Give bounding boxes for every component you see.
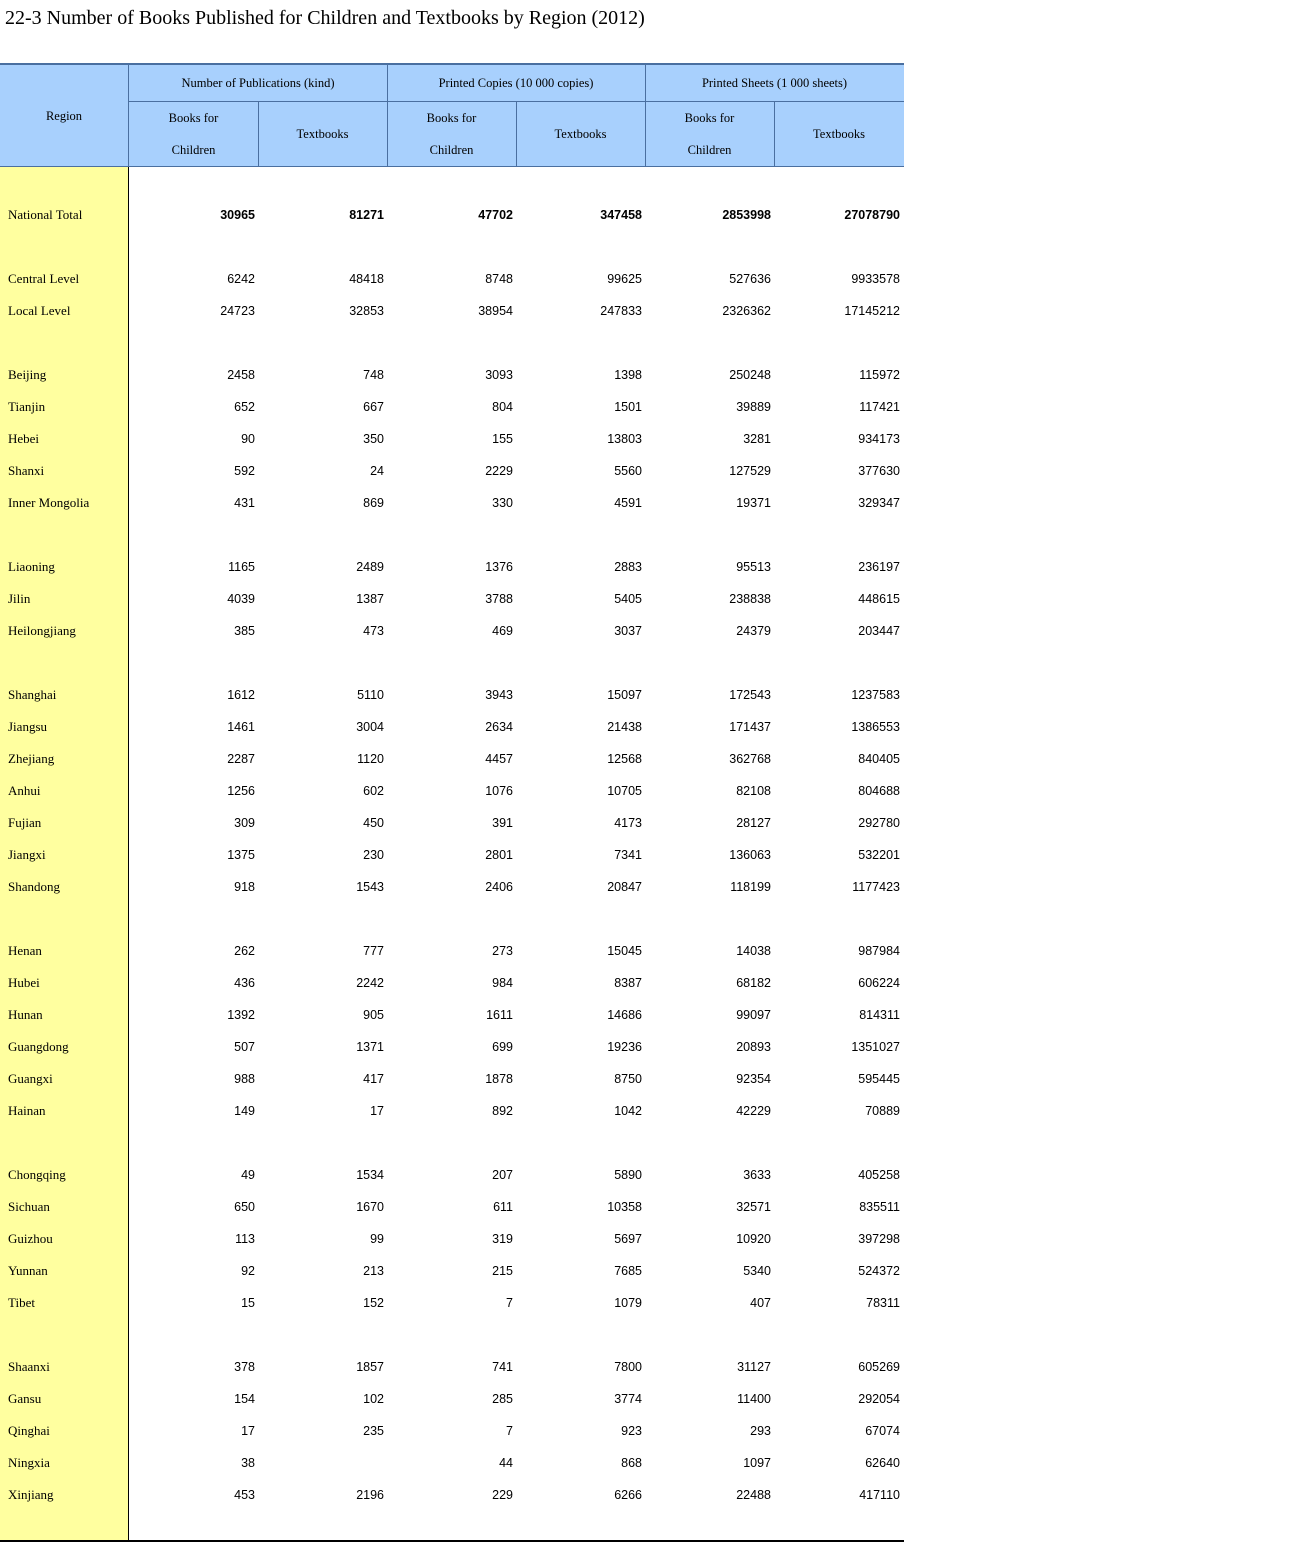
region-name: Central Level: [8, 271, 80, 286]
value-cell: 92354: [736, 1072, 771, 1086]
value-cell: 1386553: [851, 720, 900, 734]
table-row: [0, 839, 904, 871]
table-row: [0, 263, 904, 295]
region-name: Tianjin: [8, 399, 46, 414]
value-cell: 3281: [743, 432, 771, 446]
value-cell: 524372: [858, 1264, 900, 1278]
region-name: Shaanxi: [8, 1359, 50, 1374]
value-cell: 699: [492, 1040, 513, 1054]
value-cell: 49: [241, 1168, 255, 1182]
region-name: Sichuan: [8, 1199, 50, 1214]
table-row: [0, 775, 904, 807]
value-cell: 15: [241, 1296, 255, 1310]
value-cell: 417110: [859, 1488, 900, 1502]
value-cell: 391: [492, 816, 513, 830]
value-cell: 154: [234, 1392, 255, 1406]
table-row: [0, 743, 904, 775]
table-row: [0, 295, 904, 327]
value-cell: 38: [241, 1456, 255, 1470]
value-cell: 28127: [736, 816, 771, 830]
value-cell: 592: [234, 464, 255, 478]
table-header: [0, 63, 904, 167]
value-cell: 99097: [736, 1008, 771, 1022]
value-cell: 804688: [858, 784, 900, 798]
value-cell: 15045: [607, 944, 642, 958]
value-cell: 24379: [736, 624, 771, 638]
value-cell: 2287: [227, 752, 255, 766]
table-row: [0, 1351, 904, 1383]
region-name: Fujian: [8, 815, 42, 830]
value-cell: 285: [492, 1392, 513, 1406]
region-name: Tibet: [8, 1295, 35, 1310]
value-cell: 532201: [858, 848, 900, 862]
table-row: [0, 711, 904, 743]
value-cell: 19236: [607, 1040, 642, 1054]
subheader-line: Books for: [426, 111, 477, 125]
value-cell: 10920: [736, 1232, 771, 1246]
region-name: Guizhou: [8, 1231, 53, 1246]
table-row: [0, 1479, 904, 1511]
page-title: 22-3 Number of Books Published for Children and Textbooks by Region (2012): [5, 7, 645, 29]
value-cell: 8748: [485, 272, 513, 286]
value-cell: 3774: [614, 1392, 642, 1406]
value-cell: 3093: [485, 368, 513, 382]
value-cell: 207: [492, 1168, 513, 1182]
value-cell: 39889: [736, 400, 771, 414]
value-cell: 9933578: [851, 272, 900, 286]
value-cell: 450: [363, 816, 384, 830]
table-row: [0, 1191, 904, 1223]
value-cell: 48418: [349, 272, 384, 286]
value-cell: 868: [621, 1456, 642, 1470]
value-cell: 4039: [227, 592, 255, 606]
value-cell: 350: [363, 432, 384, 446]
subheader-line: Books for: [168, 111, 219, 125]
value-cell: 250248: [729, 368, 771, 382]
divider: [129, 101, 904, 102]
value-cell: 378: [234, 1360, 255, 1374]
region-name: Gansu: [8, 1391, 42, 1406]
region-name: Shanghai: [8, 687, 57, 702]
region-name: Chongqing: [8, 1167, 66, 1182]
value-cell: 17: [241, 1424, 255, 1438]
value-cell: 149: [234, 1104, 255, 1118]
region-name: Shandong: [8, 879, 60, 894]
table-row: [0, 1383, 904, 1415]
value-cell: 2634: [485, 720, 513, 734]
value-cell: 21438: [607, 720, 642, 734]
value-cell: 329347: [858, 496, 900, 510]
table-row: [0, 455, 904, 487]
value-cell: 987984: [858, 944, 900, 958]
region-name: Guangxi: [8, 1071, 53, 1086]
value-cell: 215: [492, 1264, 513, 1278]
value-cell: 2458: [227, 368, 255, 382]
subheader-line: Children: [687, 143, 732, 157]
value-cell: 99: [370, 1232, 384, 1246]
value-cell: 115972: [859, 368, 900, 382]
value-cell: 4173: [614, 816, 642, 830]
value-cell: 118199: [730, 880, 771, 894]
value-cell: 5697: [614, 1232, 642, 1246]
subheader-children-copies: [387, 102, 516, 166]
value-cell: 8750: [614, 1072, 642, 1086]
value-cell: 507: [234, 1040, 255, 1054]
subheader-line: Children: [429, 143, 474, 157]
value-cell: 804: [492, 400, 513, 414]
value-cell: 3004: [356, 720, 384, 734]
value-cell: 362768: [729, 752, 771, 766]
table-row: [0, 999, 904, 1031]
value-cell: 397298: [858, 1232, 900, 1246]
value-cell: 814311: [859, 1008, 900, 1022]
value-cell: 1375: [227, 848, 255, 862]
value-cell: 92: [241, 1264, 255, 1278]
value-cell: 70889: [865, 1104, 900, 1118]
value-cell: 4457: [485, 752, 513, 766]
value-cell: 44: [499, 1456, 513, 1470]
subheader-line: Children: [171, 143, 216, 157]
value-cell: 1042: [614, 1104, 642, 1118]
value-cell: 6242: [227, 272, 255, 286]
divider: [128, 65, 129, 167]
value-cell: 892: [492, 1104, 513, 1118]
value-cell: 38954: [478, 304, 513, 318]
value-cell: 68182: [736, 976, 771, 990]
value-cell: 984: [492, 976, 513, 990]
value-cell: 1177423: [852, 880, 900, 894]
divider: [258, 101, 259, 167]
region-name: Beijing: [8, 367, 47, 382]
value-cell: 2229: [485, 464, 513, 478]
value-cell: 230: [363, 848, 384, 862]
region-name: National Total: [8, 207, 83, 222]
divider: [774, 101, 775, 167]
value-cell: 95513: [736, 560, 771, 574]
value-cell: 1237583: [851, 688, 900, 702]
table-row: [0, 871, 904, 903]
value-cell: 203447: [858, 624, 900, 638]
subheader-line: Books for: [684, 111, 735, 125]
divider: [645, 65, 646, 167]
region-name: Henan: [8, 943, 42, 958]
table-row: [0, 551, 904, 583]
value-cell: 1351027: [851, 1040, 900, 1054]
value-cell: 309: [234, 816, 255, 830]
value-cell: 152: [363, 1296, 384, 1310]
table-row: [0, 615, 904, 647]
value-cell: 235: [363, 1424, 384, 1438]
value-cell: 3633: [743, 1168, 771, 1182]
value-cell: 1534: [356, 1168, 384, 1182]
value-cell: 99625: [607, 272, 642, 286]
value-cell: 30965: [220, 208, 255, 222]
value-cell: 652: [234, 400, 255, 414]
value-cell: 1611: [486, 1008, 513, 1022]
value-cell: 453: [234, 1488, 255, 1502]
value-cell: 12568: [607, 752, 642, 766]
region-name: Liaoning: [8, 559, 55, 574]
region-name: Hunan: [8, 1007, 43, 1022]
value-cell: 90: [241, 432, 255, 446]
value-cell: 5890: [614, 1168, 642, 1182]
value-cell: 238838: [729, 592, 771, 606]
value-cell: 2853998: [722, 208, 771, 222]
value-cell: 330: [492, 496, 513, 510]
value-cell: 20847: [607, 880, 642, 894]
table-row: [0, 1255, 904, 1287]
value-cell: 934173: [858, 432, 900, 446]
value-cell: 7341: [614, 848, 642, 862]
value-cell: 78311: [866, 1296, 900, 1310]
value-cell: 171437: [729, 720, 771, 734]
value-cell: 527636: [729, 272, 771, 286]
group-header-copies: Printed Copies (10 000 copies): [438, 76, 594, 90]
region-name: Jilin: [8, 591, 31, 606]
divider: [516, 101, 517, 167]
value-cell: 1543: [356, 880, 384, 894]
value-cell: 6266: [614, 1488, 642, 1502]
value-cell: 4591: [614, 496, 642, 510]
value-cell: 113: [235, 1232, 255, 1246]
value-cell: 3788: [485, 592, 513, 606]
value-cell: 5560: [614, 464, 642, 478]
value-cell: 448615: [858, 592, 900, 606]
region-name: Ningxia: [8, 1455, 50, 1470]
data-table: [0, 63, 904, 1542]
value-cell: 10358: [607, 1200, 642, 1214]
value-cell: 8387: [614, 976, 642, 990]
region-name: Shanxi: [8, 463, 45, 478]
group-header-publications: Number of Publications (kind): [181, 76, 335, 90]
value-cell: 918: [234, 880, 255, 894]
value-cell: 835511: [859, 1200, 900, 1214]
subheader-children-sheets: [645, 102, 774, 166]
table-row: [0, 1287, 904, 1319]
value-cell: 988: [234, 1072, 255, 1086]
value-cell: 407: [750, 1296, 771, 1310]
value-cell: 2406: [485, 880, 513, 894]
value-cell: 1256: [227, 784, 255, 798]
table-row: [0, 391, 904, 423]
value-cell: 7800: [614, 1360, 642, 1374]
table-row: [0, 935, 904, 967]
value-cell: 2242: [356, 976, 384, 990]
value-cell: 377630: [858, 464, 900, 478]
value-cell: 47702: [478, 208, 513, 222]
value-cell: 2883: [614, 560, 642, 574]
value-cell: 595445: [858, 1072, 900, 1086]
region-name: Inner Mongolia: [8, 495, 90, 510]
value-cell: 923: [621, 1424, 642, 1438]
region-name: Heilongjiang: [8, 623, 76, 638]
value-cell: 1376: [485, 560, 513, 574]
value-cell: 127529: [729, 464, 771, 478]
value-cell: 1371: [356, 1040, 384, 1054]
value-cell: 2326362: [722, 304, 771, 318]
value-cell: 273: [492, 944, 513, 958]
value-cell: 1670: [356, 1200, 384, 1214]
value-cell: 19371: [736, 496, 771, 510]
value-cell: 741: [492, 1360, 513, 1374]
divider: [387, 65, 388, 167]
value-cell: 62640: [865, 1456, 900, 1470]
value-cell: 1120: [357, 752, 384, 766]
table-row: [0, 1095, 904, 1127]
value-cell: 27078790: [844, 208, 900, 222]
value-cell: 13803: [607, 432, 642, 446]
table-row: [0, 807, 904, 839]
value-cell: 650: [234, 1200, 255, 1214]
region-name: Qinghai: [8, 1423, 50, 1438]
value-cell: 32571: [736, 1200, 771, 1214]
value-cell: 17145212: [844, 304, 900, 318]
value-cell: 1501: [614, 400, 642, 414]
value-cell: 213: [363, 1264, 384, 1278]
subheader-textbooks-copies: Textbooks: [554, 127, 607, 141]
table-row: [0, 679, 904, 711]
subheader-textbooks-publications: Textbooks: [296, 127, 349, 141]
value-cell: 155: [492, 432, 513, 446]
value-cell: 1079: [614, 1296, 642, 1310]
value-cell: 117421: [859, 400, 900, 414]
value-cell: 3037: [614, 624, 642, 638]
subheader-textbooks-sheets: Textbooks: [813, 127, 865, 141]
region-name: Yunnan: [8, 1263, 48, 1278]
value-cell: 469: [492, 624, 513, 638]
value-cell: 293: [750, 1424, 771, 1438]
value-cell: 777: [363, 944, 384, 958]
value-cell: 67074: [865, 1424, 900, 1438]
subheader-children-publications: [129, 102, 258, 166]
table-row: [0, 199, 904, 231]
table-row: [0, 423, 904, 455]
value-cell: 606224: [858, 976, 900, 990]
value-cell: 1612: [227, 688, 255, 702]
value-cell: 1387: [356, 592, 384, 606]
value-cell: 22488: [736, 1488, 771, 1502]
region-name: Anhui: [8, 783, 41, 798]
value-cell: 20893: [736, 1040, 771, 1054]
value-cell: 5405: [614, 592, 642, 606]
region-name: Jiangsu: [8, 719, 47, 734]
value-cell: 840405: [858, 752, 900, 766]
table-row: [0, 359, 904, 391]
value-cell: 229: [492, 1488, 513, 1502]
value-cell: 1076: [485, 784, 513, 798]
value-cell: 7: [506, 1296, 513, 1310]
value-cell: 1398: [614, 368, 642, 382]
value-cell: 7685: [614, 1264, 642, 1278]
value-cell: 1461: [227, 720, 255, 734]
table-row: [0, 1415, 904, 1447]
value-cell: 2196: [356, 1488, 384, 1502]
value-cell: 748: [363, 368, 384, 382]
region-name: Jiangxi: [8, 847, 46, 862]
value-cell: 385: [234, 624, 255, 638]
value-cell: 32853: [349, 304, 384, 318]
value-cell: 869: [363, 496, 384, 510]
table-row: [0, 1031, 904, 1063]
table-row: [0, 1223, 904, 1255]
table-row: [0, 1447, 904, 1479]
value-cell: 5340: [743, 1264, 771, 1278]
value-cell: 236197: [858, 560, 900, 574]
value-cell: 172543: [729, 688, 771, 702]
value-cell: 5110: [357, 688, 384, 702]
region-name: Hainan: [8, 1103, 46, 1118]
region-name: Local Level: [8, 303, 71, 318]
value-cell: 14038: [736, 944, 771, 958]
value-cell: 17: [370, 1104, 384, 1118]
table-body: [0, 167, 904, 1542]
value-cell: 31127: [737, 1360, 771, 1374]
table-row: [0, 1063, 904, 1095]
region-name: Xinjiang: [8, 1487, 54, 1502]
value-cell: 42229: [736, 1104, 771, 1118]
value-cell: 319: [492, 1232, 513, 1246]
value-cell: 82108: [736, 784, 771, 798]
value-cell: 611: [493, 1200, 513, 1214]
value-cell: 667: [363, 400, 384, 414]
group-header-sheets: Printed Sheets (1 000 sheets): [701, 76, 848, 90]
value-cell: 24: [370, 464, 384, 478]
region-name: Hubei: [8, 975, 40, 990]
value-cell: 292054: [858, 1392, 900, 1406]
region-name: Zhejiang: [8, 751, 55, 766]
value-cell: 1097: [743, 1456, 771, 1470]
value-cell: 292780: [858, 816, 900, 830]
value-cell: 1392: [227, 1008, 255, 1022]
value-cell: 3943: [485, 688, 513, 702]
value-cell: 81271: [349, 208, 384, 222]
value-cell: 405258: [858, 1168, 900, 1182]
table-row: [0, 487, 904, 519]
value-cell: 602: [363, 784, 384, 798]
region-name: Guangdong: [8, 1039, 69, 1054]
value-cell: 102: [363, 1392, 384, 1406]
value-cell: 2801: [485, 848, 513, 862]
value-cell: 247833: [600, 304, 642, 318]
table-row: [0, 1159, 904, 1191]
value-cell: 262: [234, 944, 255, 958]
value-cell: 431: [234, 496, 255, 510]
table-row: [0, 583, 904, 615]
value-cell: 15097: [607, 688, 642, 702]
value-cell: 905: [363, 1008, 384, 1022]
value-cell: 24723: [220, 304, 255, 318]
value-cell: 10705: [607, 784, 642, 798]
value-cell: 2489: [356, 560, 384, 574]
value-cell: 136063: [729, 848, 771, 862]
value-cell: 1878: [485, 1072, 513, 1086]
value-cell: 7: [506, 1424, 513, 1438]
value-cell: 1165: [228, 560, 255, 574]
table-row: [0, 967, 904, 999]
value-cell: 417: [363, 1072, 384, 1086]
value-cell: 605269: [858, 1360, 900, 1374]
region-column-header: Region: [45, 108, 83, 123]
value-cell: 1857: [356, 1360, 384, 1374]
value-cell: 14686: [607, 1008, 642, 1022]
value-cell: 436: [234, 976, 255, 990]
value-cell: 11400: [737, 1392, 771, 1406]
value-cell: 347458: [600, 208, 642, 222]
region-name: Hebei: [8, 431, 40, 446]
value-cell: 473: [363, 624, 384, 638]
